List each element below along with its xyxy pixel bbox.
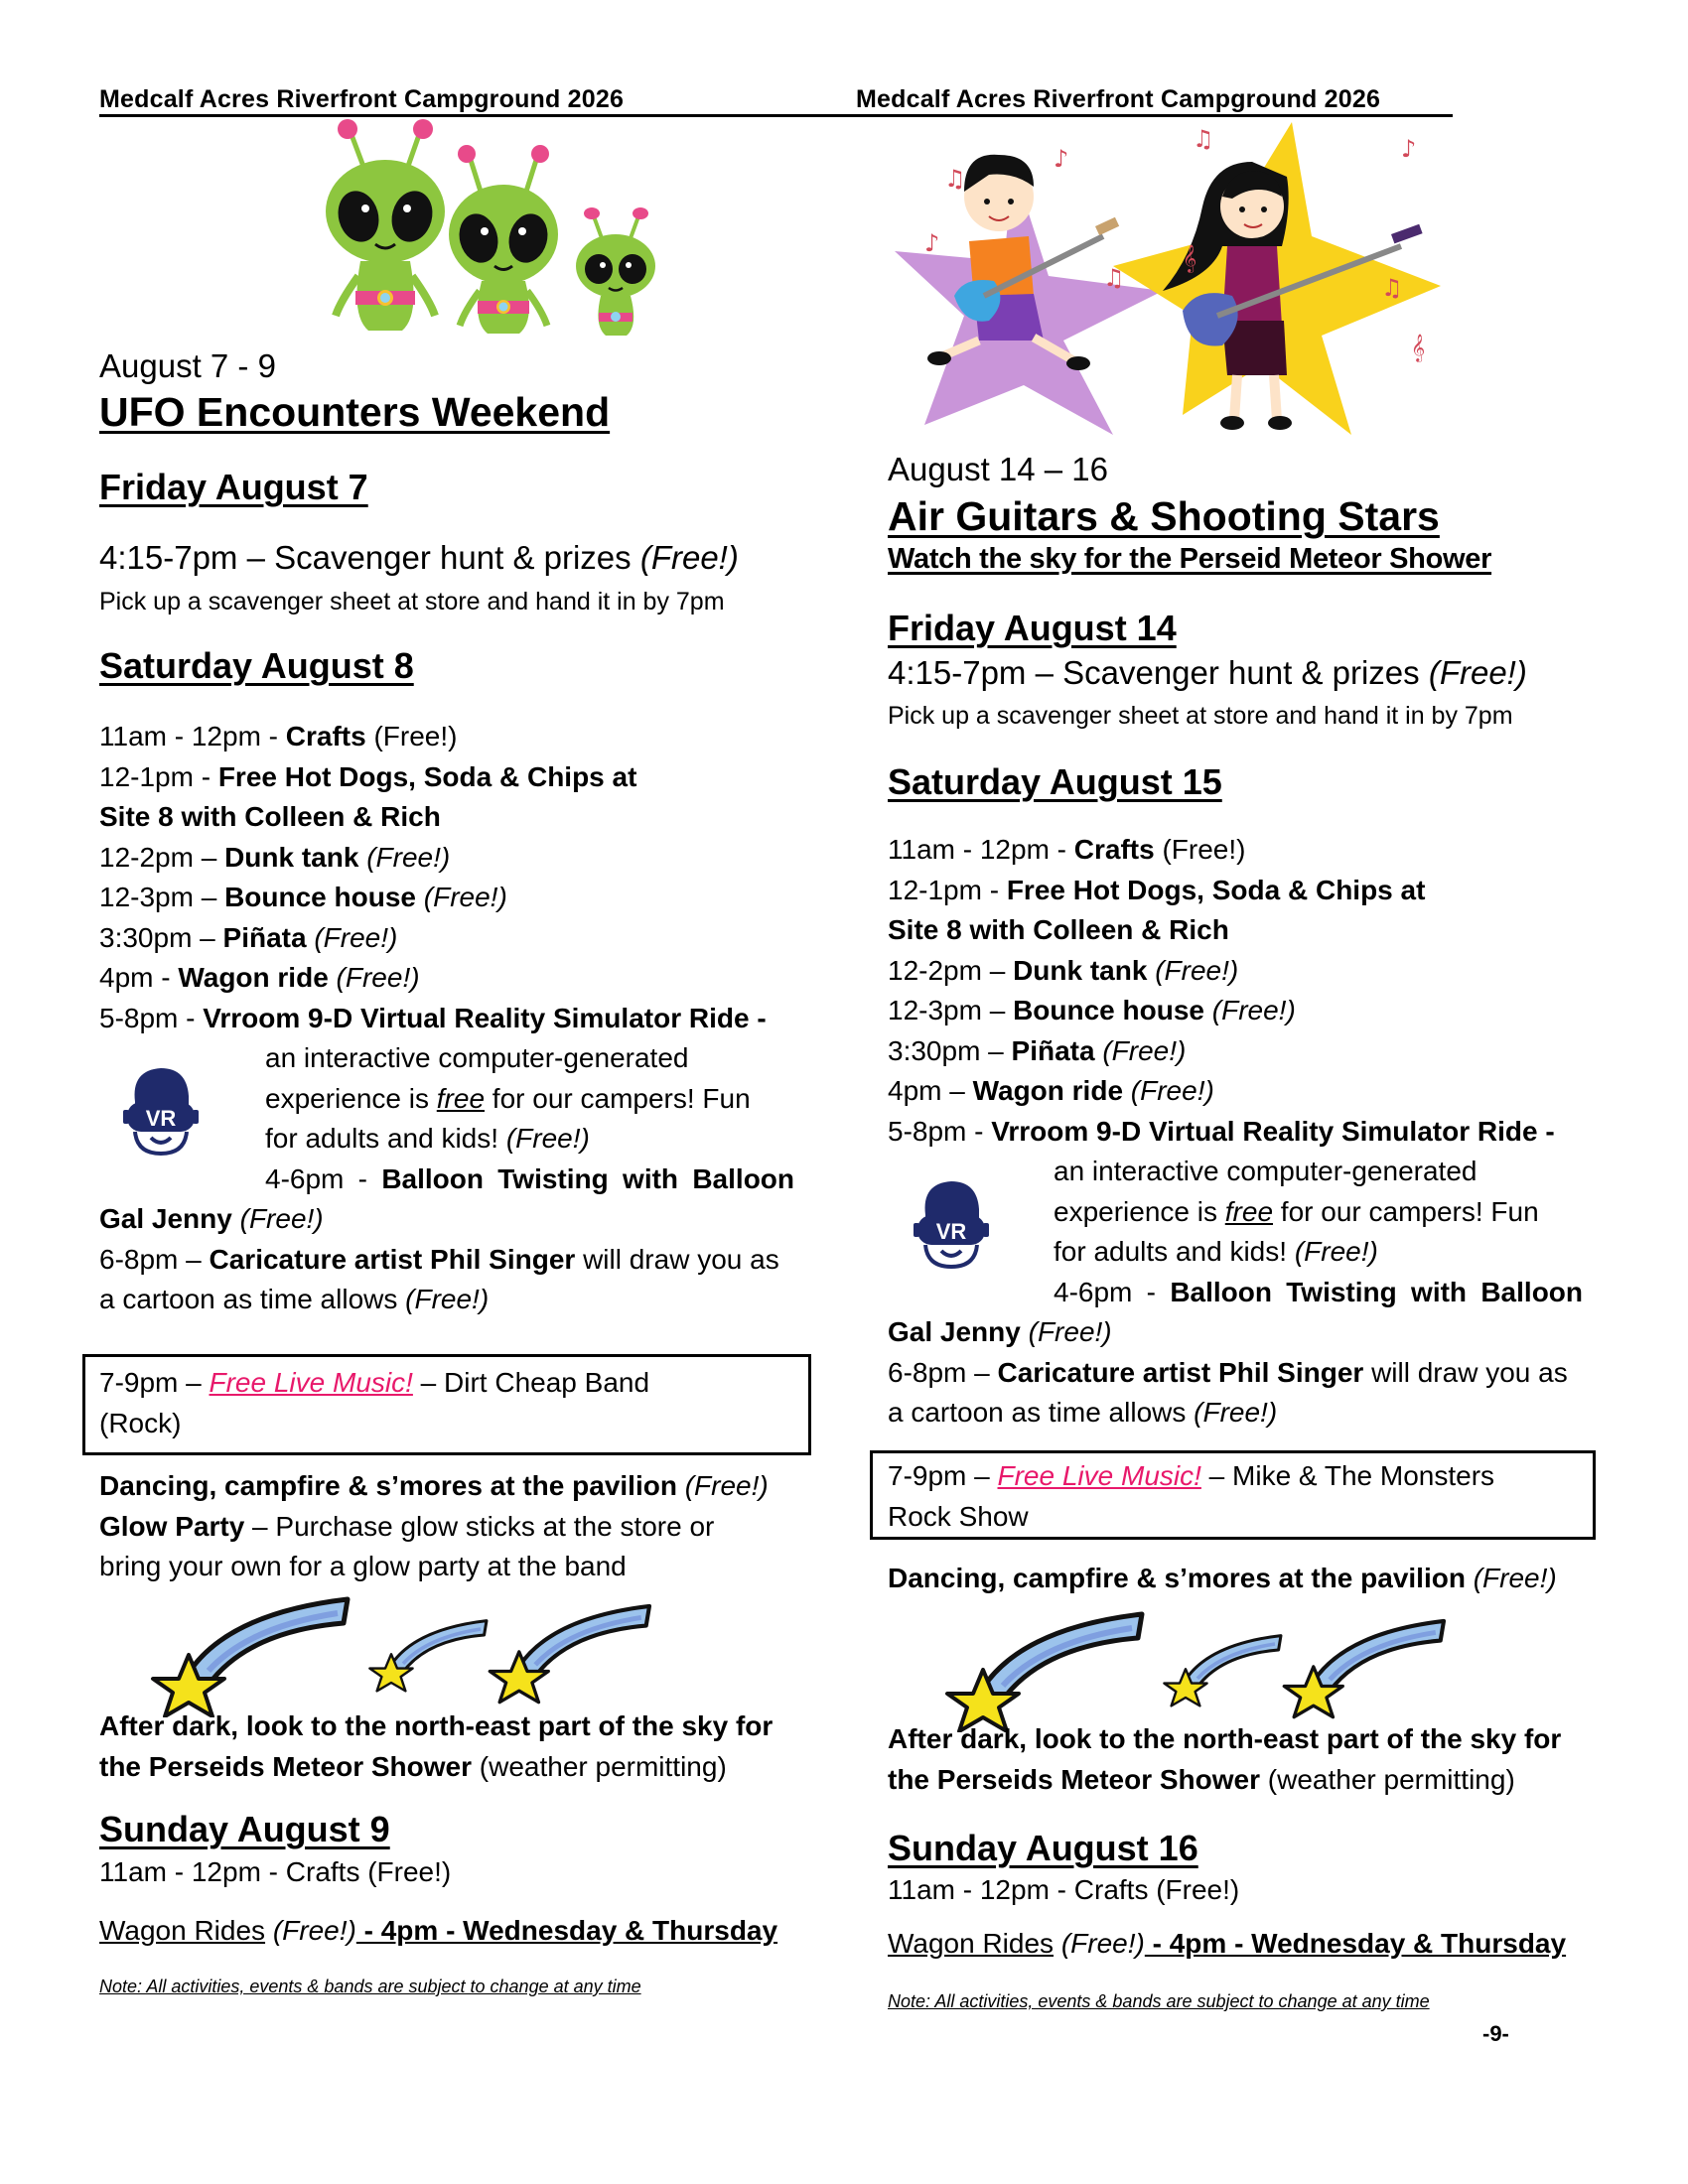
list-item: 4pm – Wagon ride (Free!) — [888, 1075, 1214, 1106]
list-item: Site 8 with Colleen & Rich — [888, 914, 1229, 945]
list-item: 12-1pm - Free Hot Dogs, Soda & Chips at — [99, 760, 637, 792]
free-live-music-link[interactable]: Free Live Music! — [209, 1367, 413, 1398]
shooting-star-icon — [369, 1621, 487, 1692]
meteor-shower-note: After dark, look to the north-east part of the sky for the Perseids Meteor Shower (weather permitting) — [888, 1723, 1562, 1795]
header-title-right: Medcalf Acres Riverfront Campground 2026 — [856, 85, 1381, 113]
day-heading-friday: Friday August 7 — [99, 467, 368, 507]
shooting-stars-illustration — [943, 1608, 1479, 1732]
svg-text:♪: ♪ — [1401, 135, 1417, 163]
vr-desc-line: experience is free for our campers! Fun — [265, 1082, 751, 1114]
list-item: 11am - 12pm - Crafts (Free!) — [888, 834, 1246, 865]
list-item: 12-1pm - Free Hot Dogs, Soda & Chips at — [888, 874, 1426, 905]
svg-text:𝄞: 𝄞 — [1183, 244, 1197, 272]
svg-text:♫: ♫ — [1381, 274, 1403, 302]
evening-activities: Dancing, campfire & s’mores at the pavilion (Free!) — [888, 1563, 1557, 1593]
svg-text:♪: ♪ — [1054, 145, 1069, 173]
svg-text:♫: ♫ — [944, 165, 966, 193]
day-heading-sunday: Sunday August 9 — [99, 1809, 390, 1849]
svg-text:𝄞: 𝄞 — [1411, 334, 1426, 361]
day-heading-friday: Friday August 14 — [888, 608, 1177, 648]
list-item: 12-3pm – Bounce house (Free!) — [888, 995, 1296, 1025]
list-item: 3:30pm – Piñata (Free!) — [888, 1034, 1187, 1066]
air-guitar-kids-illustration — [885, 117, 1461, 445]
svg-text:VR: VR — [935, 1219, 967, 1244]
scavenger-instructions: Pick up a scavenger sheet at store and hand it in by 7pm — [888, 702, 1513, 730]
meteor-shower-note: After dark, look to the north-east part of the sky for the Perseids Meteor Shower (weather permitting) — [99, 1710, 774, 1782]
shooting-stars-illustration — [149, 1593, 685, 1717]
event-subtitle: Watch the sky for the Perseid Meteor Shower — [888, 543, 1492, 575]
sunday-crafts: 11am - 12pm - Crafts (Free!) — [99, 1856, 452, 1887]
list-item: 5-8pm - Vrroom 9-D Virtual Reality Simulator Ride - — [99, 1002, 767, 1033]
list-item: 6-8pm – Caricature artist Phil Singer will draw you as — [99, 1243, 779, 1275]
list-item: 4-6pm - Balloon Twisting with Balloon — [265, 1162, 795, 1194]
list-item: a cartoon as time allows (Free!) — [99, 1284, 490, 1314]
shooting-star-icon — [490, 1606, 649, 1703]
list-item: 4-6pm - Balloon Twisting with Balloon — [1054, 1276, 1584, 1307]
shooting-star-icon — [1164, 1636, 1281, 1706]
list-item: Gal Jenny (Free!) — [99, 1203, 324, 1234]
scavenger-hunt-line: 4:15-7pm – Scavenger hunt & prizes (Free!) — [888, 654, 1527, 691]
shooting-star-icon — [947, 1614, 1142, 1731]
day-heading-sunday: Sunday August 16 — [888, 1828, 1198, 1868]
time: 4:15-7pm – — [99, 539, 275, 576]
list-item: 3:30pm – Piñata (Free!) — [99, 921, 398, 953]
day-heading-saturday: Saturday August 15 — [888, 761, 1222, 802]
list-item: 12-3pm – Bounce house (Free!) — [99, 882, 507, 912]
disclaimer-note: Note: All activities, events & bands are subject to change at any time — [99, 1977, 641, 1996]
vr-headset-icon — [121, 1062, 201, 1157]
alien-small — [576, 207, 655, 336]
svg-text:♪: ♪ — [924, 229, 940, 257]
list-item: 12-2pm – Dunk tank (Free!) — [888, 954, 1239, 986]
list-item: 12-2pm – Dunk tank (Free!) — [99, 841, 451, 873]
free-tag: (Free!) — [639, 539, 739, 576]
list-item: 4pm - Wagon ride (Free!) — [99, 962, 420, 993]
list-item: Gal Jenny (Free!) — [888, 1316, 1112, 1347]
list-item: 6-8pm – Caricature artist Phil Singer will draw you as — [888, 1356, 1568, 1388]
evening-activities: Dancing, campfire & s’mores at the pavilion (Free!) Glow Party – Purchase glow sticks at the store or bring your own for a glow party at the band — [99, 1470, 769, 1581]
day-heading-saturday: Saturday August 8 — [99, 645, 414, 686]
svg-text:VR: VR — [145, 1106, 177, 1131]
event-title: UFO Encounters Weekend — [99, 389, 611, 435]
vr-desc-line: an interactive computer-generated — [265, 1042, 689, 1073]
free-live-music-link[interactable]: Free Live Music! — [997, 1460, 1201, 1491]
wagon-rides-line: Wagon Rides (Free!) - 4pm - Wednesday & Thursday — [888, 1928, 1567, 1959]
sunday-crafts: 11am - 12pm - Crafts (Free!) — [888, 1874, 1240, 1905]
svg-text:♫: ♫ — [1103, 264, 1125, 292]
alien-medium — [449, 145, 558, 334]
vr-desc-line: experience is free for our campers! Fun — [1054, 1195, 1539, 1227]
list-item: a cartoon as time allows (Free!) — [888, 1397, 1278, 1428]
shooting-star-icon — [153, 1599, 348, 1716]
vr-headset-icon — [912, 1175, 991, 1270]
schedule-list — [888, 830, 1583, 1433]
scavenger-instructions: Pick up a scavenger sheet at store and hand it in by 7pm — [99, 588, 725, 615]
alien-large — [326, 119, 445, 331]
disclaimer-note: Note: All activities, events & bands are subject to change at any time — [888, 1991, 1430, 2011]
vr-desc-line: for adults and kids! (Free!) — [265, 1123, 590, 1154]
vr-desc-line: an interactive computer-generated — [1054, 1156, 1477, 1186]
event-date-range: August 14 – 16 — [888, 451, 1109, 487]
list-item: Site 8 with Colleen & Rich — [99, 801, 441, 832]
event-date-range: August 7 - 9 — [99, 347, 276, 384]
svg-text:♫: ♫ — [1193, 125, 1214, 153]
header-title-left: Medcalf Acres Riverfront Campground 2026 — [99, 85, 625, 113]
list-item: 5-8pm - Vrroom 9-D Virtual Reality Simulator Ride - — [888, 1115, 1555, 1147]
schedule-list — [99, 717, 794, 1320]
live-music-text: 7-9pm – Free Live Music! – Dirt Cheap Band (Rock) — [99, 1367, 650, 1438]
scavenger-hunt-line — [99, 539, 739, 577]
list-item: 11am - 12pm - Crafts (Free!) — [99, 721, 458, 751]
shooting-star-icon — [1284, 1621, 1444, 1717]
aliens-illustration — [311, 117, 668, 341]
wagon-rides-line: Wagon Rides (Free!) - 4pm - Wednesday & Thursday — [99, 1915, 778, 1946]
live-music-text: 7-9pm – Free Live Music! – Mike & The Monsters Rock Show — [888, 1460, 1495, 1532]
vr-desc-line: for adults and kids! (Free!) — [1054, 1236, 1378, 1267]
event-title: Air Guitars & Shooting Stars — [888, 493, 1440, 539]
page-number: -9- — [1482, 2021, 1509, 2046]
activity: Scavenger hunt & prizes — [274, 539, 640, 576]
